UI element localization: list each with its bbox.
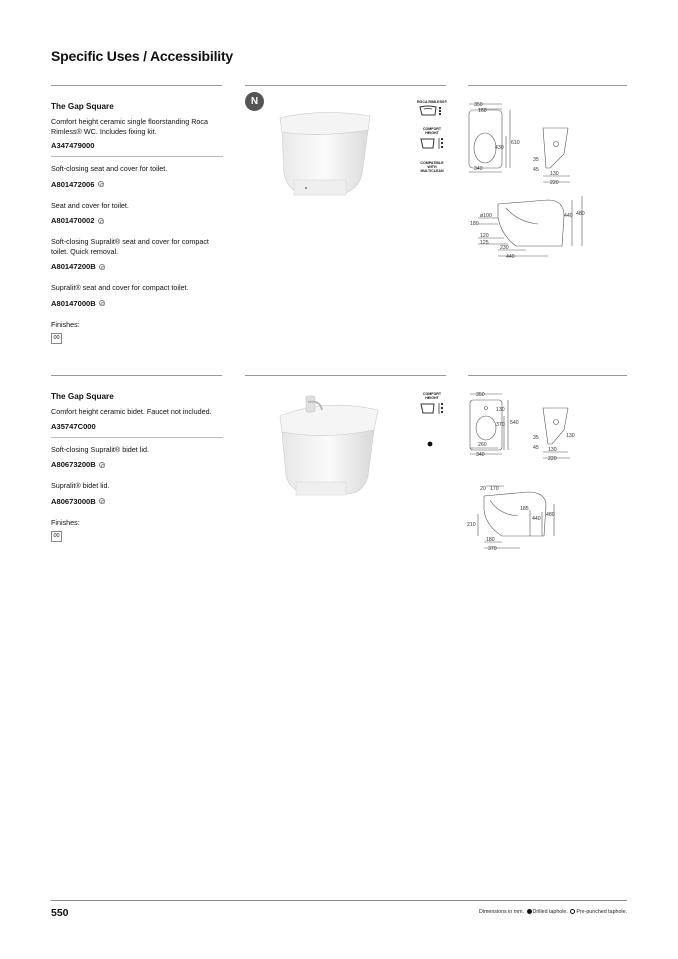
- dim-label: 125: [480, 240, 489, 246]
- new-badge: N: [245, 92, 264, 111]
- dim-label: 440: [506, 254, 515, 260]
- prepunched-taphole-icon: [99, 300, 105, 306]
- accessory-description: Soft-closing seat and cover for toilet.: [51, 164, 168, 173]
- dim-label: 370: [488, 546, 497, 552]
- section-rule: [51, 85, 222, 86]
- dim-label: 340: [474, 166, 483, 172]
- section-rule: [51, 375, 222, 376]
- accessory-code: A80673000B: [51, 496, 96, 506]
- accessory-item: [51, 201, 223, 226]
- dim-label: 130: [550, 171, 559, 177]
- footer-note: [440, 909, 627, 915]
- footer-note-prepunched: Pre-punched taphole.: [576, 909, 627, 915]
- section-rule: [468, 85, 627, 86]
- dim-label: 230: [500, 245, 509, 251]
- feature-icons: [416, 100, 448, 173]
- product-description: Comfort height ceramic single floorstanding Roca Rimless® WC. Includes fixing kit.: [51, 117, 209, 136]
- dim-label: 430: [495, 145, 504, 151]
- product-title: The Gap Square: [51, 102, 114, 111]
- prepunched-taphole-icon: [99, 462, 105, 468]
- accessory-item: [51, 481, 223, 506]
- prepunched-taphole-icon: [570, 909, 575, 914]
- footer-rule: [51, 900, 627, 901]
- section-rule: [468, 375, 627, 376]
- prepunched-taphole-icon: [98, 181, 104, 187]
- comfort-height-icon-label: COMFORT HEIGHT: [422, 392, 442, 400]
- comfort-height-icon: [416, 400, 448, 416]
- dim-label: 180: [470, 221, 479, 227]
- bidet-technical-drawing: [458, 386, 628, 566]
- dim-label: 480: [546, 512, 555, 518]
- dim-label: 130: [566, 433, 575, 439]
- dim-label: 350: [476, 392, 485, 398]
- dim-label: 35: [533, 435, 539, 441]
- dim-label: 610: [511, 140, 520, 146]
- prepunched-taphole-icon: [99, 264, 105, 270]
- finishes-label: Finishes:: [51, 319, 80, 329]
- accessory-code: A80673200B: [51, 460, 96, 469]
- accessory-description: Seat and cover for toilet.: [51, 200, 129, 210]
- footer-note-prefix: Dimensions in mm.: [478, 909, 525, 915]
- accessory-item: [51, 283, 223, 308]
- rimless-icon: [416, 104, 448, 118]
- dim-label: 20: [480, 486, 486, 492]
- accessory-code: A801472006: [51, 179, 95, 189]
- dim-label: ø100: [480, 213, 492, 219]
- dim-label: 120: [480, 233, 489, 239]
- dim-label: 180: [486, 537, 495, 543]
- dim-label: 35: [533, 157, 539, 163]
- dim-label: 160: [478, 108, 487, 114]
- dim-label: 130: [496, 407, 505, 413]
- page-title: Specific Uses / Accessibility: [51, 48, 233, 64]
- section-rule: [245, 85, 446, 86]
- divider: [51, 437, 223, 438]
- accessory-item: [51, 237, 223, 271]
- dim-label: 45: [533, 167, 539, 173]
- multiclean-icon-label: COMPATIBLE WITH MULTICLEAN: [420, 161, 444, 173]
- dim-label: 185: [520, 506, 529, 512]
- accessory-item: [51, 445, 223, 470]
- dim-label: 220: [548, 456, 557, 462]
- dim-label: 220: [550, 180, 559, 186]
- page-number: 550: [51, 907, 69, 919]
- dim-label: 440: [564, 213, 573, 219]
- accessory-description: Soft-closing Supralit® bidet lid.: [51, 444, 149, 454]
- dim-label: 340: [476, 452, 485, 458]
- accessory-code: A80147200B: [51, 262, 96, 271]
- product-info-bidet: [51, 392, 223, 542]
- footer-note-drilled: Drilled taphole.: [532, 909, 568, 915]
- toilet-image: [262, 104, 387, 204]
- dim-label: 440: [532, 516, 541, 522]
- finish-swatch: 00: [51, 333, 62, 344]
- finishes-label: Finishes:: [51, 517, 80, 527]
- accessory-description: Supralit® seat and cover for compact toilet.: [51, 283, 189, 292]
- accessory-description: Soft-closing Supralit® seat and cover for compact toilet. Quick removal.: [51, 237, 209, 256]
- product-description: Comfort height ceramic bidet. Faucet not included.: [51, 407, 212, 416]
- dim-label: 130: [548, 447, 557, 453]
- dim-label: 350: [474, 102, 483, 108]
- divider: [51, 156, 223, 157]
- dim-label: 45: [533, 445, 539, 451]
- prepunched-taphole-icon: [99, 498, 105, 504]
- feature-icons: [416, 392, 448, 453]
- dim-label: 480: [576, 211, 585, 217]
- accessory-code: A80147000B: [51, 298, 96, 308]
- dim-label: 210: [467, 522, 476, 528]
- rimless-icon-label: ROCA RIMLESS®: [416, 100, 448, 104]
- drilled-taphole-icon: [527, 909, 532, 914]
- dim-label: 540: [510, 420, 519, 426]
- dim-label: 260: [478, 442, 487, 448]
- dim-label: 170: [490, 486, 499, 492]
- accessory-description: Supralit® bidet lid.: [51, 481, 110, 490]
- toilet-technical-drawing: [458, 96, 628, 266]
- section-rule: [245, 375, 446, 376]
- dim-label: 370: [496, 422, 505, 428]
- prepunched-taphole-icon: [98, 218, 104, 224]
- accessory-code: A801470002: [51, 216, 95, 225]
- product-title: The Gap Square: [51, 392, 114, 401]
- accessory-item: [51, 164, 223, 189]
- bidet-image: [268, 390, 388, 515]
- comfort-height-icon-label: COMFORT HEIGHT: [422, 127, 442, 135]
- drilled-taphole-icon: [416, 440, 448, 448]
- product-code: A347479000: [51, 141, 95, 150]
- product-info-toilet: [51, 102, 223, 344]
- comfort-height-icon: [416, 135, 448, 151]
- finish-swatch: 00: [51, 531, 62, 542]
- product-code: A35747C000: [51, 421, 96, 431]
